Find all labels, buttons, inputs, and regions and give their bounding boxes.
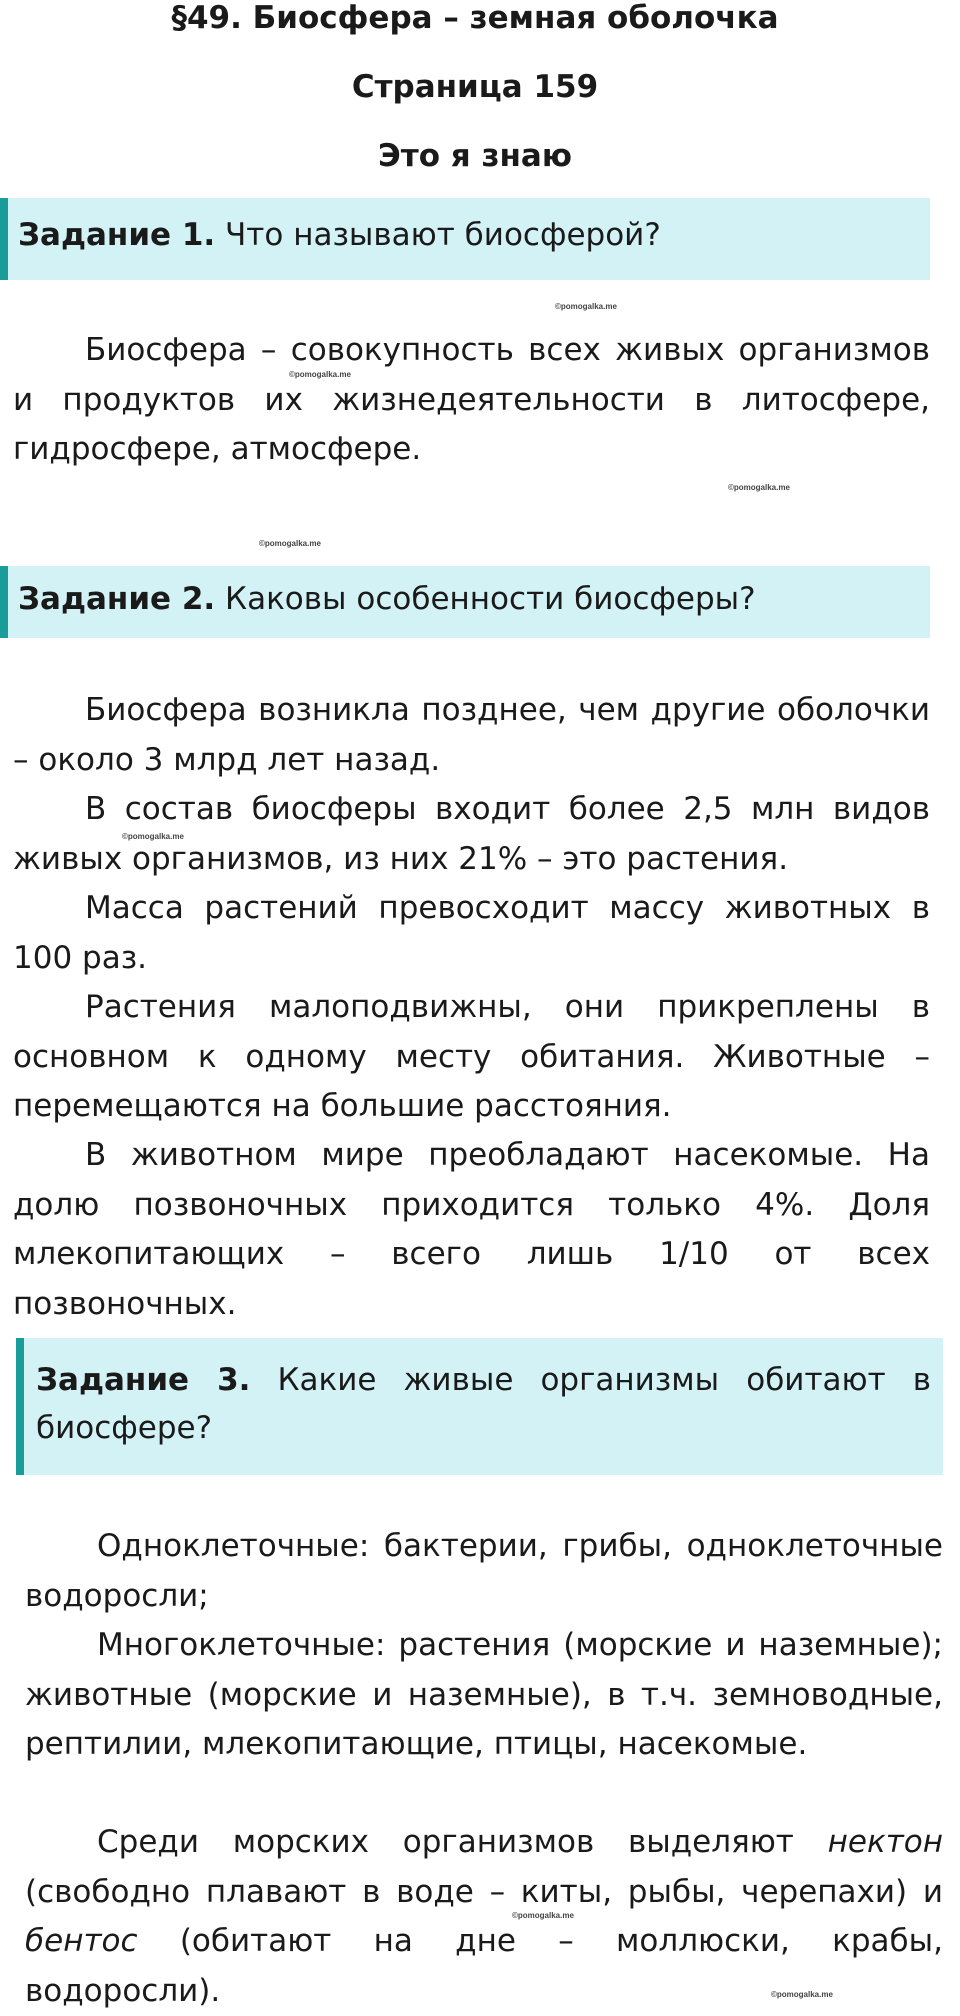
task-2-answer-4: Растения малоподвижны, они прикреплены в основном к одному месту обитания. Животные – перемещаются на большие расстояния. — [13, 989, 930, 1124]
watermark: ©pomogalka.me — [771, 1990, 833, 1999]
task-2-answer-5: В животном мире преобладают насекомые. На долю позвоночных приходится только 4%. Доля млекопитающих – всего лишь 1/10 от всех позвоночных. — [13, 1137, 930, 1322]
watermark: ©pomogalka.me — [259, 539, 321, 548]
section-title: §49. Биосфера – земная оболочка — [171, 0, 779, 36]
task-3-label: Задание 3. — [36, 1362, 251, 1398]
term-bentos: бентос — [25, 1923, 138, 1959]
task-2-answer-1: Биосфера возникла позднее, чем другие оболочки – около 3 млрд лет назад. — [13, 692, 930, 778]
subsection-title: Это я знаю — [378, 138, 572, 174]
task-1-box — [0, 198, 930, 280]
task-1-question: Что называют биосферой? — [215, 217, 661, 253]
task-2-box — [0, 566, 930, 638]
watermark: ©pomogalka.me — [122, 832, 184, 841]
task-3-question: Какие живые организмы обитают в биосфере? — [36, 1362, 931, 1446]
watermark: ©pomogalka.me — [555, 302, 617, 311]
task-2-answer-2: В состав биосферы входит более 2,5 млн видов живых организмов, из них 21% – это растения. — [13, 791, 930, 877]
task-1-answer: Биосфера – совокупность всех живых организмов и продуктов их жизнедеятельности в литосфере, гидросфере, атмосфере. — [13, 332, 930, 467]
task-2-question: Каковы особенности биосферы? — [215, 581, 756, 617]
task-3-answer-1: Одноклеточные: бактерии, грибы, одноклеточные водоросли; — [25, 1528, 943, 1614]
task-3-answer-3 — [25, 1818, 943, 2016]
watermark: ©pomogalka.me — [289, 370, 351, 379]
task-3-answer-3-part3: (обитают на дне – моллюски, крабы, водоросли). — [25, 1923, 943, 2009]
task-2-answer-3: Масса растений превосходит массу животных в 100 раз. — [13, 890, 930, 976]
watermark: ©pomogalka.me — [512, 1911, 574, 1920]
task-3-box — [16, 1338, 943, 1475]
task-3-answer-3-part2: (свободно плавают в воде – киты, рыбы, черепахи) и — [25, 1873, 943, 1910]
task-1-label: Задание 1. — [18, 217, 216, 253]
task-2-label: Задание 2. — [18, 581, 216, 617]
task-3-answer-3-part1: Среди морских организмов выделяют — [97, 1824, 828, 1860]
page-number: Страница 159 — [351, 69, 599, 105]
watermark: ©pomogalka.me — [728, 483, 790, 492]
task-3-answer-2: Многоклеточные: растения (морские и наземные); животные (морские и наземные), в т.ч. земноводные, рептилии, млекопитающие, птицы, насекомые. — [25, 1627, 943, 1762]
term-nekton: нектон — [827, 1824, 943, 1860]
